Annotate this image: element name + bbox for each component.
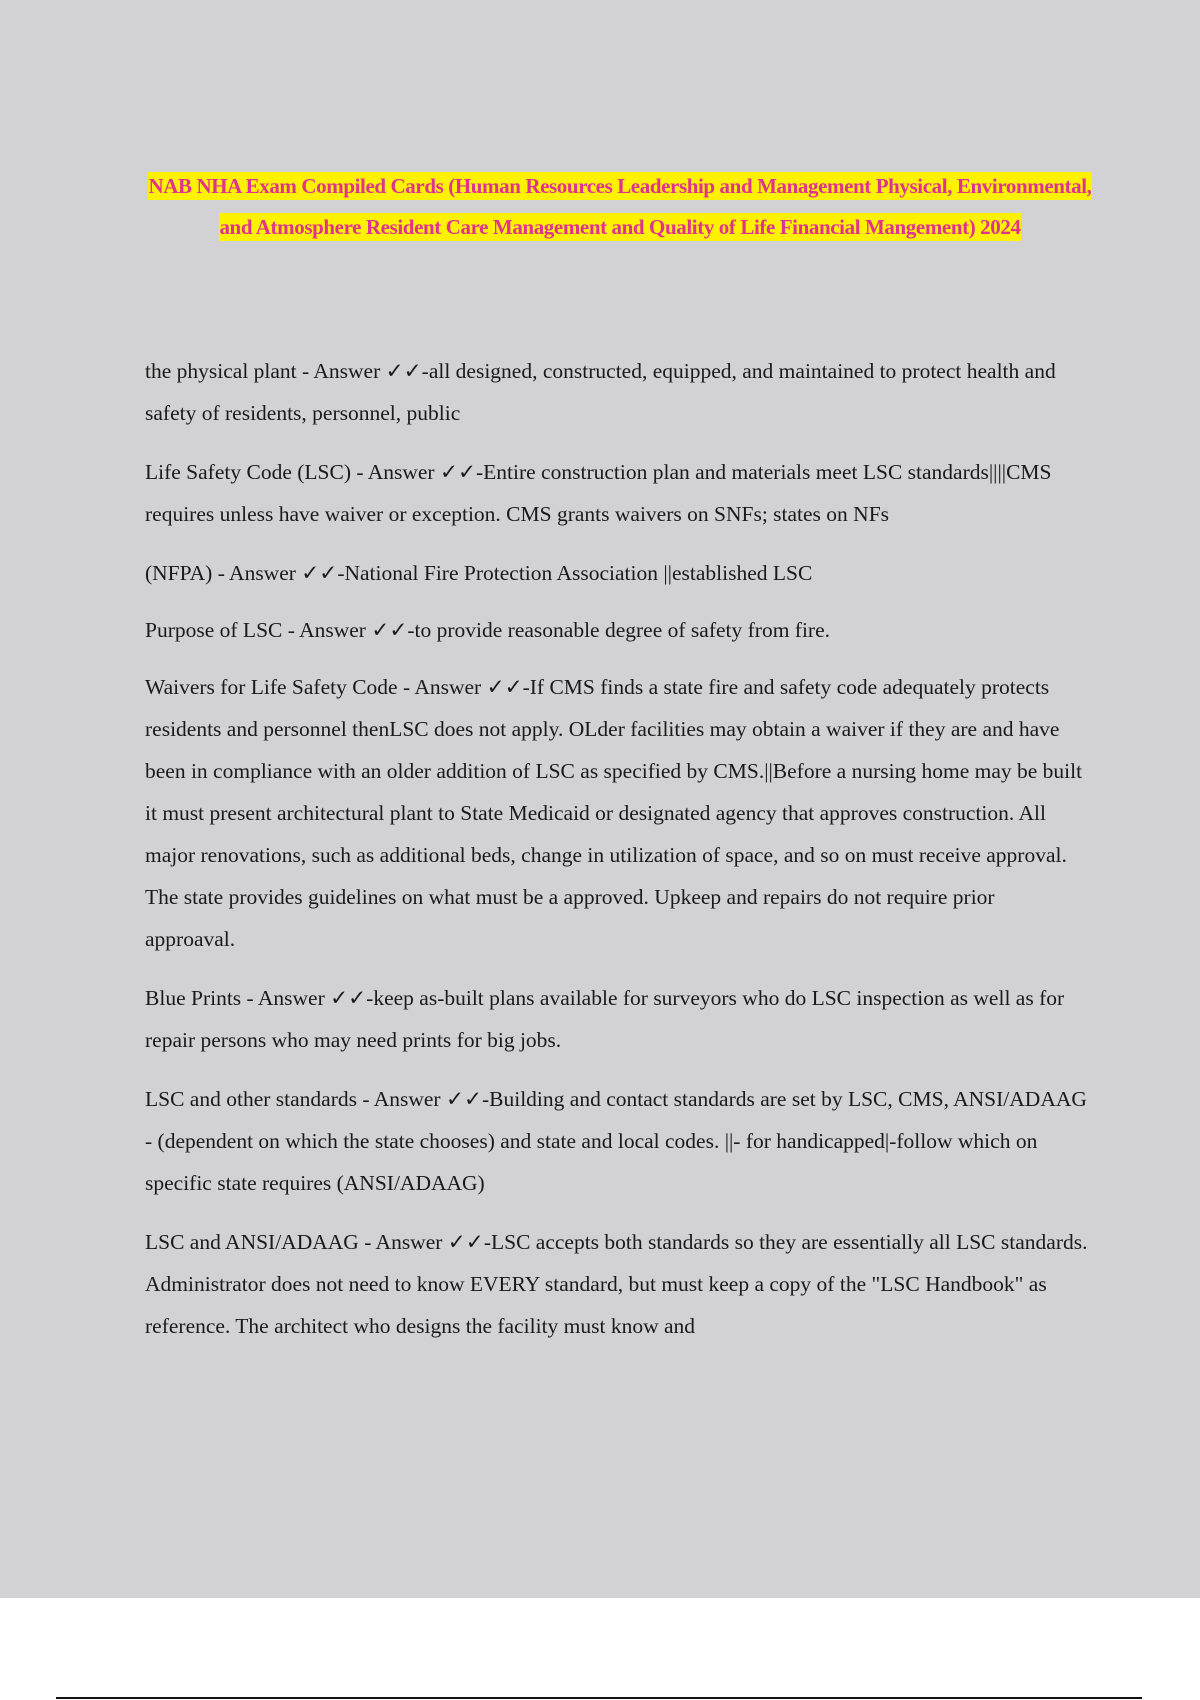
title-highlight: NAB NHA Exam Compiled Cards (Human Resources Leadership and Management Physical, Environmental, and Atmosphere Resident Care Management and Quality of Life Financial Mangement) 2024 — [148, 174, 1092, 239]
next-page-area — [0, 1598, 1200, 1700]
card-entry: Blue Prints - Answer ✓✓-keep as-built plans available for surveyors who do LSC inspection as well as for repair persons who may need prints for big jobs. — [145, 986, 1065, 1052]
card-entry: (NFPA) - Answer ✓✓-National Fire Protection Association ||established LSC — [145, 561, 813, 585]
card-entry: Purpose of LSC - Answer ✓✓-to provide reasonable degree of safety from fire. — [145, 618, 831, 642]
card-entry: Waivers for Life Safety Code - Answer ✓✓-If CMS finds a state fire and safety code adequately protects residents and personnel thenLSC does not apply. OLder facilities may obtain a waiver if they are and have been in compliance with an older addition of LSC as specified by CMS.||Before a nursing home may be built it must present architectural plant to State Medicaid or designated agency that approves construction. All major renovations, such as additional beds, change in utilization of space, and so on must receive approval. The state provides guidelines on what must be a approved. Upkeep and repairs do not require prior approaval. — [145, 675, 1083, 951]
document-title — [140, 166, 1100, 248]
document-body — [145, 350, 1090, 1364]
card-entry: the physical plant - Answer ✓✓-all designed, constructed, equipped, and maintained to protect health and safety of residents, personnel, public — [145, 359, 1056, 425]
card-entry: LSC and ANSI/ADAAG - Answer ✓✓-LSC accepts both standards so they are essentially all LSC standards. Administrator does not need to know EVERY standard, but must keep a copy of the "LSC Handbook" as reference. The architect who designs the facility must know and — [145, 1230, 1088, 1338]
footer-divider — [56, 1697, 1142, 1699]
card-entry: Life Safety Code (LSC) - Answer ✓✓-Entire construction plan and materials meet LSC standards||||CMS requires unless have waiver or exception. CMS grants waivers on SNFs; states on NFs — [145, 460, 1052, 526]
card-entry: LSC and other standards - Answer ✓✓-Building and contact standards are set by LSC, CMS, ANSI/ADAAG - (dependent on which the state chooses) and state and local codes. ||- for handicapped|-follow which on specific state requires (ANSI/ADAAG) — [145, 1087, 1087, 1195]
